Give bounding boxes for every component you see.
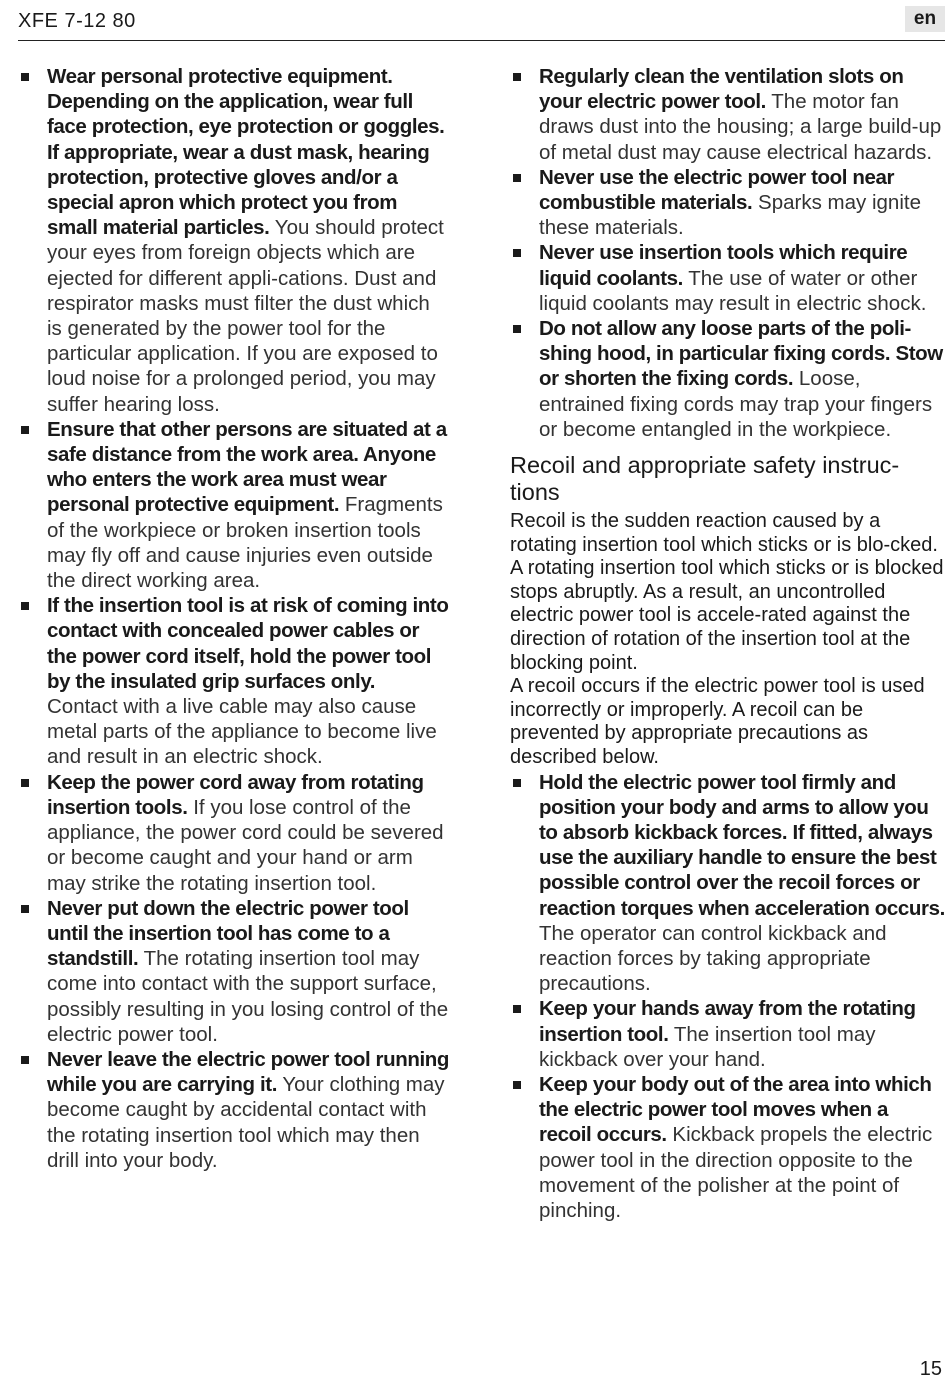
list-item bbox=[510, 316, 945, 442]
square-bullet-icon bbox=[21, 1056, 29, 1064]
item-bold-text: Keep your hands away from the rotating insertion tool. bbox=[539, 997, 916, 1046]
list-item bbox=[18, 593, 450, 769]
square-bullet-icon bbox=[21, 73, 29, 81]
item-text: The use of water or other liquid coolants may result in electric shock. bbox=[539, 266, 927, 315]
square-bullet-icon bbox=[513, 249, 521, 257]
square-bullet-icon bbox=[513, 174, 521, 182]
item-bold-text: If the insertion tool is at risk of coming into contact with concealed power cables or the power cord itself, hold the power tool by the insulated grip surfaces only. bbox=[47, 594, 449, 693]
item-bold-text: Never use insertion tools which require liquid coolants. bbox=[539, 241, 908, 290]
item-text: The operator can control kickback and reaction forces by taking appropriate precautions. bbox=[539, 921, 887, 996]
section-paragraph: A recoil occurs if the electric power tool is used incorrectly or improperly. A recoil can be prevented by appropriate precautions as described below. bbox=[510, 675, 925, 768]
item-text: Your clothing may become caught by accidental contact with the rotating insertion tool which may then drill into your body. bbox=[47, 1073, 445, 1172]
list-item bbox=[510, 1072, 945, 1223]
list-item bbox=[510, 996, 945, 1072]
square-bullet-icon bbox=[513, 779, 521, 787]
item-bold-text: Never put down the electric power tool until the insertion tool has come to a standstill. bbox=[47, 896, 409, 971]
list-item bbox=[510, 240, 945, 316]
left-column bbox=[18, 64, 450, 1173]
item-text: If you lose control of the appliance, the power cord could be severed or become caught and your hand or arm may strike the rotating insertion tool. bbox=[47, 795, 444, 895]
list-item bbox=[18, 417, 450, 593]
list-item bbox=[510, 165, 945, 241]
item-text: Contact with a live cable may also cause metal parts of the appliance to become live and result in an electric shock. bbox=[47, 695, 437, 769]
list-item bbox=[510, 770, 945, 997]
item-bold-text: Keep the power cord away from rotating insertion tools. bbox=[47, 770, 424, 819]
list-item bbox=[510, 64, 945, 165]
section-heading: Recoil and appropriate safety instruc-tions bbox=[510, 452, 900, 506]
item-text: You should protect your eyes from foreign objects which are ejected for different appli-cations. Dust and respirator masks must filter the dust which is generated by the power tool for the particular application. If you are exposed to loud noise for a prolonged period, you may suffer hearing loss. bbox=[47, 216, 444, 416]
item-bold-text: Ensure that other persons are situated at a safe distance from the work area. Anyone who enters the work area must wear personal protective equipment. bbox=[47, 417, 447, 517]
item-bold-text: Wear personal protective equipment. Depending on the application, wear full face protection, eye protection or goggles. If appropriate, wear a dust mask, hearing protection, protective gloves and/or a special apron which protect you from small material particles. bbox=[47, 65, 445, 240]
list-item bbox=[18, 64, 450, 417]
list-item bbox=[18, 896, 450, 1047]
page-number: 15 bbox=[919, 1358, 942, 1380]
right-column bbox=[510, 64, 945, 1223]
square-bullet-icon bbox=[513, 325, 521, 333]
item-bold-text: Keep your body out of the area into which the electric power tool moves when a recoil occurs. bbox=[539, 1073, 932, 1147]
item-text: Fragments of the workpiece or broken insertion tools may fly off and cause injuries even outside the direct working area. bbox=[47, 493, 443, 593]
square-bullet-icon bbox=[21, 426, 29, 434]
square-bullet-icon bbox=[21, 602, 29, 610]
language-badge: en bbox=[905, 6, 945, 32]
item-text: The insertion tool may kickback over your hand. bbox=[539, 1022, 876, 1071]
square-bullet-icon bbox=[21, 905, 29, 913]
item-bold-text: Never use the electric power tool near combustible materials. bbox=[539, 165, 895, 215]
item-text: Sparks may ignite these materials. bbox=[539, 191, 921, 240]
square-bullet-icon bbox=[513, 73, 521, 81]
section-paragraph: Recoil is the sudden reaction caused by a rotating insertion tool which sticks or is blo-cked. A rotating insertion tool which sticks or is blocked stops abruptly. As a result, an uncontrolled electric power tool is accele-rated against the direction of rotation of the insertion tool at the blocking point. bbox=[510, 510, 944, 674]
item-bold-text: Do not allow any loose parts of the poli-shing hood, in particular fixing cords. Stow or shorten the fixing cords. bbox=[539, 317, 943, 391]
page-header bbox=[18, 0, 945, 41]
list-item bbox=[18, 770, 450, 896]
square-bullet-icon bbox=[513, 1005, 521, 1013]
item-bold-text: Hold the electric power tool firmly and position your body and arms to allow you to absorb kickback forces. If fitted, always use the auxiliary handle to ensure the best possible control over the recoil forces or reaction torques when acceleration occurs. bbox=[539, 770, 945, 920]
item-bold-text: Regularly clean the ventilation slots on your electric power tool. bbox=[539, 65, 904, 114]
item-text: The rotating insertion tool may come into contact with the support surface, possibly resulting in you losing control of the electric power tool. bbox=[47, 947, 449, 1046]
item-text: Kickback propels the electric power tool in the direction opposite to the movement of the polisher at the point of pinching. bbox=[539, 1123, 933, 1223]
square-bullet-icon bbox=[513, 1081, 521, 1089]
item-text: Loose, entrained fixing cords may trap your fingers or become entangled in the workpiece. bbox=[539, 367, 933, 441]
square-bullet-icon bbox=[21, 779, 29, 787]
document-title: XFE 7-12 80 bbox=[18, 10, 136, 32]
item-bold-text: Never leave the electric power tool running while you are carrying it. bbox=[47, 1047, 450, 1097]
list-item bbox=[18, 1047, 450, 1173]
item-text: The motor fan draws dust into the housing; a large build-up of metal dust may cause electrical hazards. bbox=[539, 90, 942, 164]
